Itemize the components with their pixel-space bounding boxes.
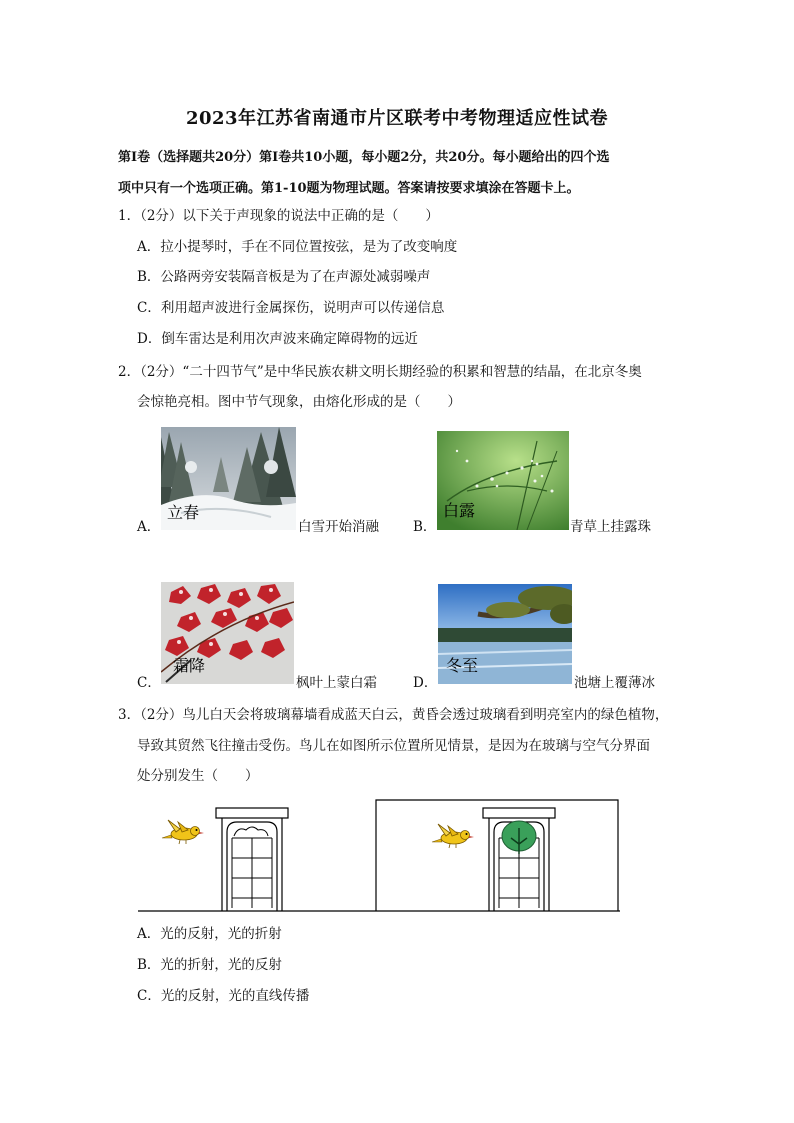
left-window	[216, 808, 288, 911]
q1-option-a: A．拉小提琴时，手在不同位置按弦，是为了改变响度	[137, 239, 458, 255]
q2-option-b-letter: B．	[413, 519, 437, 535]
frost-maple-image	[161, 582, 294, 684]
dew-grass-image	[437, 431, 569, 530]
bird-icon-right	[432, 824, 474, 848]
q1-option-d: D．倒车雷达是利用次声波来确定障碍物的远近	[137, 331, 418, 347]
q2-option-c-text: 枫叶上蒙白霜	[296, 675, 377, 691]
q1-option-c: C．利用超声波进行金属探伤，说明声可以传递信息	[137, 300, 445, 316]
snow-forest-image	[161, 427, 296, 530]
bird-icon-left	[162, 820, 204, 844]
q3-stem-line-2: 导致其贸然飞往撞击受伤。鸟儿在如图所示位置所见情景，是因为在玻璃与空气分界面	[137, 738, 650, 754]
intro-line-1: 第I卷（选择题共20分）第I卷共10小题，每小题2分，共20分。每小题给出的四个选	[118, 150, 610, 165]
q2-option-a-letter: A．	[137, 519, 161, 535]
q2-option-d-letter: D．	[413, 675, 438, 691]
q2-d-img-label: 冬至	[446, 656, 479, 675]
q3-option-c: C．光的反射，光的直线传播	[137, 988, 310, 1004]
q3-option-a: A．光的反射，光的折射	[137, 926, 282, 942]
bird-window-diagram	[138, 798, 620, 914]
q2-a-img-label: 立春	[167, 503, 200, 522]
q3-stem-line-3: 处分别发生（ ）	[137, 768, 259, 784]
q2-option-c-letter: C．	[137, 675, 161, 691]
intro-line-2: 项中只有一个选项正确。第1-10题为物理试题。答案请按要求填涂在答题卡上。	[118, 181, 580, 196]
frozen-pond-image	[438, 584, 572, 684]
page-title: 2023年江苏省南通市片区联考中考物理适应性试卷	[185, 108, 609, 129]
q2-option-b-text: 青草上挂露珠	[570, 519, 651, 535]
q3-stem-line-1: 3．（2分）鸟儿白天会将玻璃幕墙看成蓝天白云，黄昏会透过玻璃看到明亮室内的绿色植物，	[118, 707, 669, 723]
q2-stem-line-2: 会惊艳亮相。图中节气现象，由熔化形成的是（ ）	[137, 394, 461, 410]
q1-option-b: B．公路两旁安装隔音板是为了在声源处减弱噪声	[137, 269, 431, 285]
right-window	[483, 808, 555, 911]
q1-stem: 1．（2分）以下关于声现象的说法中正确的是（ ）	[118, 208, 439, 224]
q2-stem-line-1: 2．（2分）“二十四节气”是中华民族农耕文明长期经验的积累和智慧的结晶，在北京冬奥	[118, 364, 642, 380]
q2-c-img-label: 霜降	[173, 656, 206, 675]
q2-option-d-text: 池塘上覆薄冰	[574, 675, 655, 691]
q3-option-b: B．光的折射，光的反射	[137, 957, 282, 973]
plant-icon	[502, 821, 536, 854]
q2-option-a-text: 白雪开始消融	[298, 519, 379, 535]
q2-b-img-label: 白露	[443, 501, 476, 520]
